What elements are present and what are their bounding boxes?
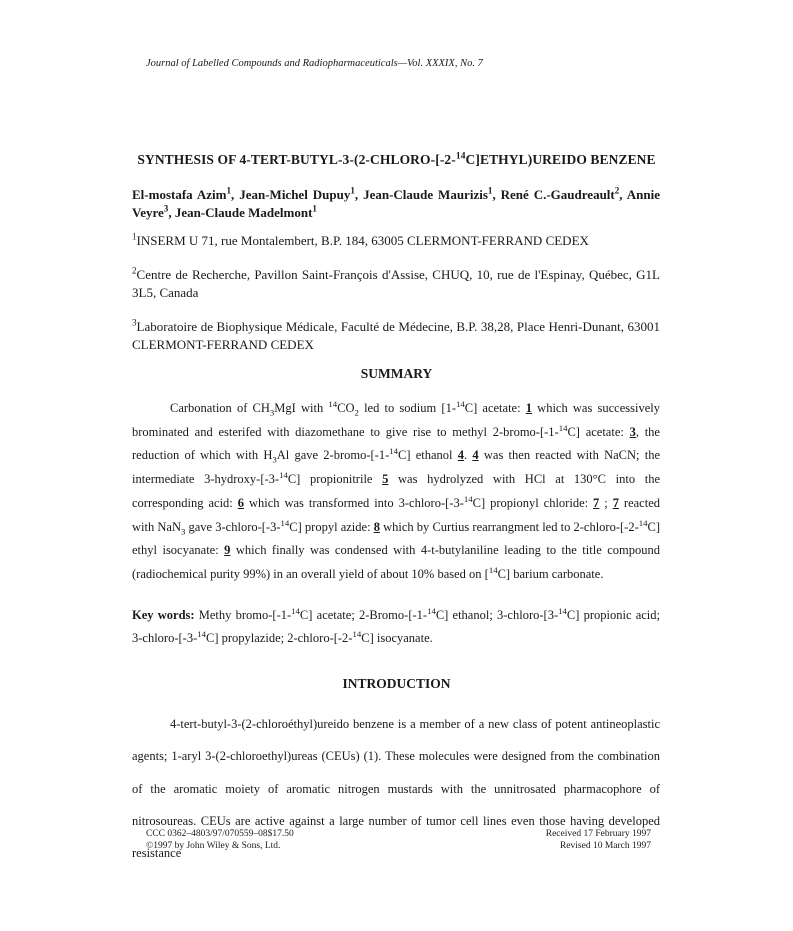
footer-copyright [146, 828, 294, 852]
introduction-paragraph: 4-tert-butyl-3-(2-chloroéthyl)ureido benzene is a member of a new class of potent antineoplastic agents; 1-aryl 3-(2-chloroethyl)ureas (CEUs) (1). These molecules were designed from the combination of the aromatic moiety of aromatic nitrogen mustards with the unnitrosated pharmacophore of nitrosoureas. CEUs are active against a large number of tumor cell lines even those having developed resistance [132, 717, 660, 861]
compound-number: 9 [224, 543, 231, 558]
footer-dates [546, 828, 651, 852]
received-date: Received 17 February 1997 [545, 829, 651, 839]
affiliation-2: $^2$Centre de Recherche, Pavillon Saint-François d'Assise, CHUQ, 10, rue de l'Espinay, Québec, G1L 3L5, Canada [132, 265, 660, 300]
affiliation-3: $^3$Laboratoire de Biophysique Médicale, Faculté de Médecine, B.P. 38,28, Place Henri-Dunant, 63001 CLERMONT-FERRAND CEDEX [132, 317, 660, 352]
compound-number: 5 [382, 472, 389, 487]
compound-number: 7 [612, 495, 619, 510]
author: El-mostafa Azim [132, 187, 227, 202]
summary-heading: SUMMARY [360, 366, 433, 381]
author: Jean-Claude Maurizis [363, 187, 488, 202]
compound-number: 3 [629, 424, 636, 439]
compound-number: 1 [525, 401, 532, 415]
author: Jean-Michel Dupuy [239, 187, 351, 202]
journal-header: Journal of Labelled Compounds and Radiopharmaceuticals—Vol. XXXIX, No. 7 [146, 58, 483, 69]
keywords: Key words: Methy bromo-[-1-$^{14}$C] acetate; 2-Bromo-[-1-$^{14}$C] ethanol; 3-chloro-[3-$^{14}$C] propionic acid; 3-chloro-[-3-$^{14}$C] propylazide; 2-chloro-[-2-$^{14}$C] isocyanate. [132, 605, 660, 645]
compound-number: 8 [373, 519, 380, 534]
paper-title: SYNTHESIS OF 4-TERT-BUTYL-3-(2-CHLORO-[-2-$^{14}$C]ETHYL)UREIDO BENZENE [137, 151, 656, 167]
compound-number: 4 [472, 448, 479, 463]
ccc-code: CCC 0362–4803/97/070559–08$17.50 [146, 829, 294, 839]
compound-number: 7 [593, 495, 600, 510]
introduction-heading: INTRODUCTION [342, 676, 451, 691]
author: René C.-Gaudreault [500, 187, 615, 202]
affiliation-1: $^1$INSERM U 71, rue Montalembert, B.P. 184, 63005 CLERMONT-FERRAND CEDEX [132, 231, 589, 248]
revised-date: Revised 10 March 1997 [559, 841, 651, 851]
compound-number: 6 [237, 495, 244, 510]
copyright: ©1997 by John Wiley & Sons, Ltd. [146, 841, 281, 851]
summary-paragraph: Carbonation of $CH_3MgI$ with $^{14}CO_2$ led to sodium [1-$^{14}$C] acetate: 1 which was successively brominated and esterifed with diazomethane to give rise to methyl 2-bromo-[-1-$^{14}$C] acetate: 3, the reduction of which with $H_3Al$ gave 2-bromo-[-1-$^{14}$C] ethanol 4. 4 was then reacted with NaCN; the intermediate 3-hydroxy-[-3-$^{14}$C] propionitrile 5 was hydrolyzed with HCl at 130°C into the corresponding acid: 6 which was transformed into 3-chloro-[-3-$^{14}$C] propionyl chloride: 7 ; 7 reacted with NaN$_3$ gave 3-chloro-[-3-$^{14}$C] propyl azide: 8 which by Curtius rearrangment led to 2-chloro-[-2-$^{14}$C] ethyl isocyanate: 9 which finally was condensed with 4-t-butylaniline leading to the title compound (radiochemical purity 99%) in an overall yield of about 10% based on [$^{14}$C] barium carbonate. [132, 398, 660, 581]
keywords-label: Key words: [132, 608, 195, 622]
compound-number: 4 [457, 448, 465, 463]
author-list: El-mostafa Azim$^1$, Jean-Michel Dupuy$^1$, Jean-Claude Maurizis$^1$, René C.-Gaudreault$^2$, Annie Veyre$^3$, Jean-Claude Madelmont$^1$ [132, 185, 660, 220]
author: Annie Veyre [132, 187, 660, 220]
author: Jean-Claude Madelmont [174, 205, 313, 220]
